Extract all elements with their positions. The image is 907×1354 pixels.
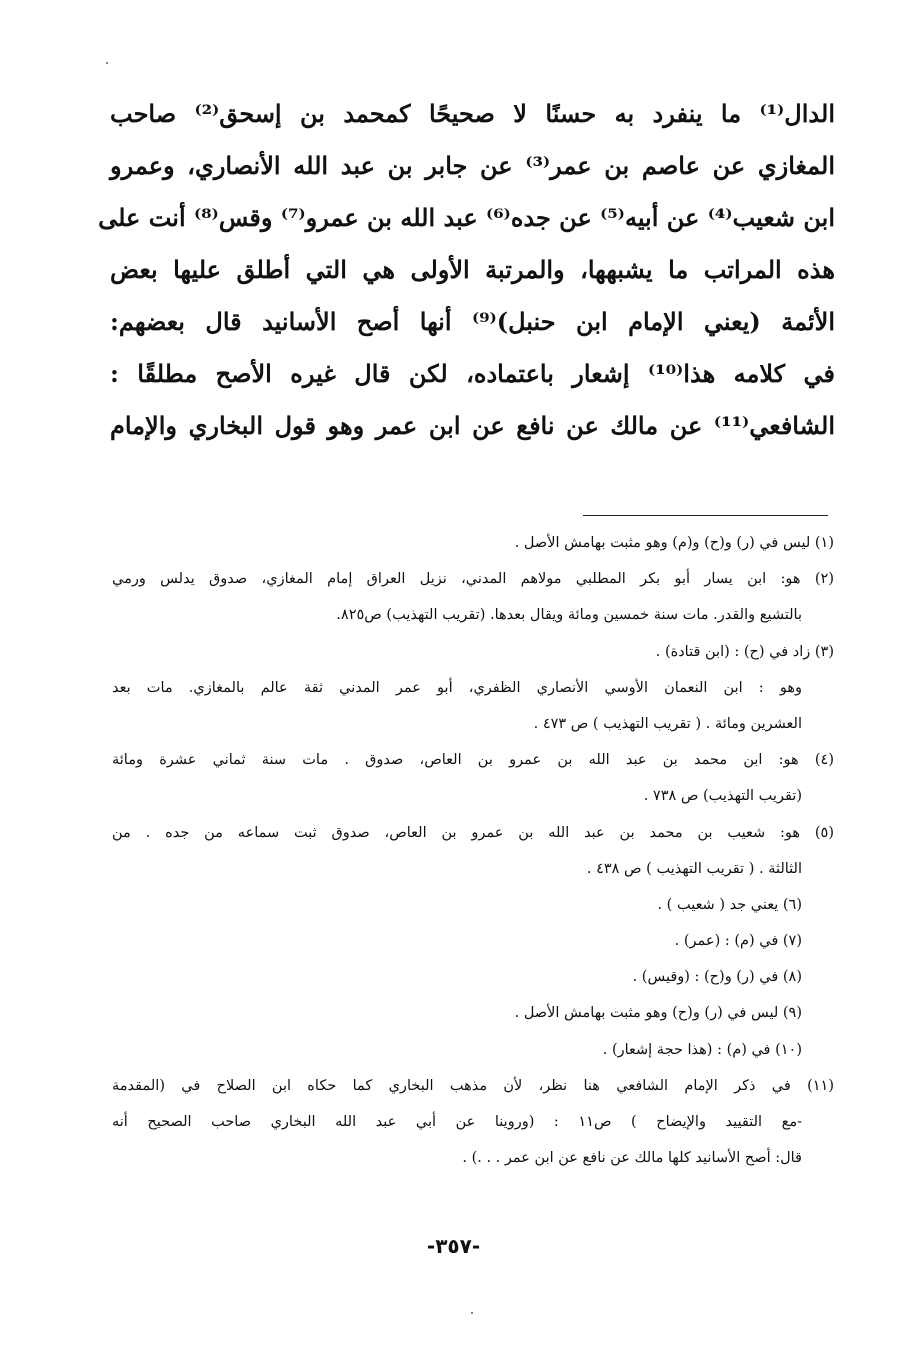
footnote-line: (٧) في (م) : (عمر) . bbox=[674, 933, 802, 950]
footnote-line: (٩) ليس في (ر) و(ح) وهو مثبت بهامش الأصل . bbox=[514, 1005, 802, 1022]
scan-speck bbox=[471, 1312, 473, 1314]
main-text-line: الأئمة (يعني الإمام ابن حنبل)⁽⁹⁾ أنها أصح الأسانيد قال بعضهم: bbox=[110, 307, 836, 336]
page-number: -٣٥٧- bbox=[426, 1234, 481, 1258]
footnote-line: (٦) يعني جد ( شعيب ) . bbox=[657, 896, 802, 913]
main-text-line: ابن شعيب⁽⁴⁾ عن أبيه⁽⁵⁾ عن جده⁽⁶⁾ عبد الله بن عمرو⁽⁷⁾ وقس⁽⁸⁾ أنت على bbox=[98, 203, 835, 232]
main-text-block bbox=[98, 88, 836, 452]
footnote-line: (١١) في ذكر الإمام الشافعي هنا نظر، لأن مذهب البخاري كما حكاه ابن الصلاح في (المقدمة bbox=[112, 1077, 834, 1094]
main-text-line: في كلامه هذا⁽¹⁰⁾ إشعار باعتماده، لكن قال غيره الأصح مطلقًا : bbox=[110, 359, 835, 388]
footnote-line: (تقريب التهذيب) ص ٧٣٨ . bbox=[643, 788, 802, 805]
footnote-line: (١) ليس في (ر) و(ح) و(م) وهو مثبت بهامش الأصل . bbox=[514, 535, 834, 551]
footnote-divider bbox=[583, 515, 828, 516]
footnote-line: وهو : ابن النعمان الأوسي الأنصاري الظفري، أبو عمر المدني ثقة عالم بالمغازي. مات بعد bbox=[112, 679, 802, 696]
footnote-line: (٨) في (ر) و(ح) : (وقيس) . bbox=[632, 969, 802, 986]
footnote-line: الثالثة . ( تقريب التهذيب ) ص ٤٣٨ . bbox=[586, 860, 802, 877]
footnote-line: بالتشيع والقدر. مات سنة خمسين ومائة ويقال بعدها. (تقريب التهذيب) ص٨٢٥. bbox=[336, 607, 802, 624]
main-text-line: هذه المراتب ما يشبهها، والمرتبة الأولى هي التي أطلق عليها بعض bbox=[110, 255, 835, 284]
footnote-line: (٢) هو: ابن يسار أبو بكر المطلبي مولاهم المدني، نزيل العراق إمام المغازي، صدوق يدلس ورمي bbox=[112, 571, 835, 588]
footnote-line: -مع التقييد والإيضاح ) ص١١ : (وروينا عن أبي عبد الله البخاري صاحب الصحيح أنه bbox=[112, 1114, 802, 1130]
footnote-line: (٣) زاد في (ح) : (ابن قتادة) . bbox=[655, 643, 834, 660]
footnote-line: قال: أصح الأسانيد كلها مالك عن نافع عن ابن عمر . . .) . bbox=[462, 1150, 802, 1167]
footnote-line: (٥) هو: شعيب بن محمد بن عبد الله بن عمرو بن العاص، صدوق ثبت سماعه من جده . من bbox=[112, 824, 834, 841]
main-text-line: الشافعي⁽¹¹⁾ عن مالك عن نافع عن ابن عمر وهو قول البخاري والإمام bbox=[110, 411, 835, 440]
footnote-line: العشرين ومائة . ( تقريب التهذيب ) ص ٤٧٣ . bbox=[533, 715, 802, 732]
footnote-line: (٤) هو: ابن محمد بن عبد الله بن عمرو بن العاص، صدوق . مات سنة ثماني عشرة ومائة bbox=[112, 752, 834, 769]
footnotes-block bbox=[112, 525, 834, 1176]
main-text-line: المغازي عن عاصم بن عمر⁽³⁾ عن جابر بن عبد الله الأنصاري، وعمرو bbox=[110, 151, 835, 180]
footnote-line: (١٠) في (م) : (هذا حجة إشعار) . bbox=[602, 1041, 802, 1058]
scan-speck bbox=[106, 62, 108, 64]
main-text-line: الدال⁽¹⁾ ما ينفرد به حسنًا لا صحيحًا كمحمد بن إسحق⁽²⁾ صاحب bbox=[110, 99, 835, 128]
